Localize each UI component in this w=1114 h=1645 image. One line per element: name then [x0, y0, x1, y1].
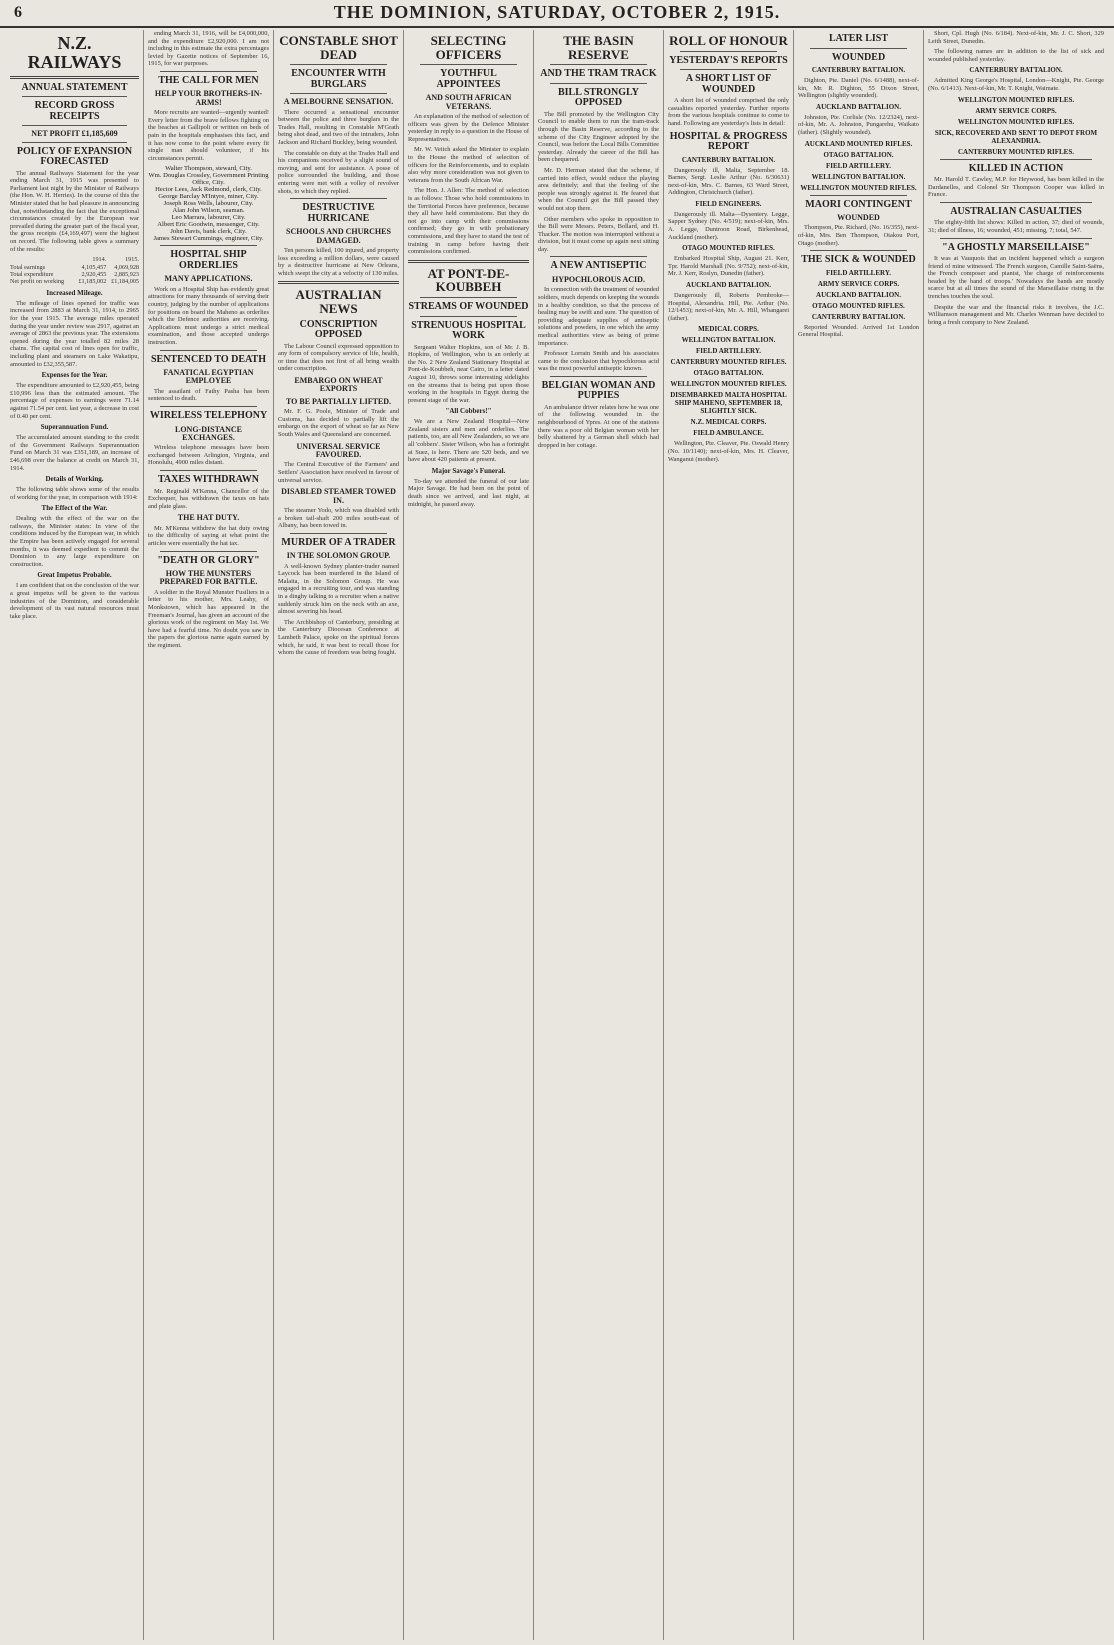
recruit-name: Leo Marrara, labourer, City. — [171, 214, 246, 222]
recruit-name: James Stewart Cummings, engineer, City. — [153, 235, 264, 243]
divider — [22, 142, 127, 143]
divider — [680, 69, 777, 70]
article-paragraph: The Labour Council expressed opposition to any form of compulsory service of life, health, or time that does not first of all bring wealth under conscription. — [278, 342, 399, 373]
subhead: IN THE SOLOMON GROUP. — [286, 551, 391, 561]
subhead: RECORD GROSS RECEIPTS — [34, 100, 115, 122]
subhead: AND SOUTH AFRICAN VETERANS. — [425, 93, 512, 111]
subhead: AND THE TRAM TRACK — [540, 68, 657, 80]
section-label: Details of Working. — [45, 475, 104, 484]
section-label: The Effect of the War. — [41, 504, 108, 513]
divider — [160, 350, 257, 351]
headline: HOSPITAL SHIP ORDERLIES — [170, 249, 247, 271]
subhead: HOSPITAL & PROGRESS REPORT — [669, 130, 788, 153]
headline: KILLED IN ACTION — [968, 162, 1064, 174]
headline: TAXES WITHDRAWN — [157, 474, 260, 486]
divider — [290, 198, 387, 199]
section-label: WELLINGTON BATTALION. — [681, 336, 776, 345]
headline: THE SICK & WOUNDED — [801, 254, 916, 266]
subhead: YOUTHFUL APPOINTEES — [436, 68, 501, 90]
headline: "A GHOSTLY MARSEILLAISE" — [942, 241, 1090, 253]
divider — [160, 551, 257, 552]
subhead: LONG-DISTANCE EXCHANGES. — [175, 424, 242, 442]
section-label: OTAGO MOUNTED RIFLES. — [812, 301, 905, 310]
divider — [810, 195, 907, 196]
divider — [160, 406, 257, 407]
subhead: UNIVERSAL SERVICE FAVOURED. — [296, 441, 381, 459]
section-label: MEDICAL CORPS. — [698, 325, 759, 334]
article-paragraph: Mr. M'Kenna withdrew the hat duty owing to the difficulty of saying at what point the articles were essentially the hat tax. — [148, 524, 269, 547]
article-paragraph: Dighton, Pte. Daniel (No. 6/1488), next-of-kin, Mr. R. Dighton, 55 Dixon Street, Wellington (slightly wounded). — [798, 77, 919, 100]
divider — [550, 256, 647, 257]
article-paragraph: A short list of wounded comprised the only casualties reported yesterday. Further reports from the various hospitals continue to come to hand. Following are yesterday's lists in detail: — [668, 97, 789, 127]
headline: BELGIAN WOMAN AND PUPPIES — [541, 379, 656, 402]
subhead: MANY APPLICATIONS. — [164, 274, 253, 284]
subhead: BILL STRONGLY OPPOSED — [557, 86, 640, 109]
divider — [550, 376, 647, 377]
subhead: WOUNDED — [837, 213, 880, 223]
article-paragraph: The Bill promoted by the Wellington City Council to enable them to run the tram-track through the Basin Reserve, according to the scheme of the City Engineer adopted by the Council, was before the Local Bills Committee yesterday. Already the career of the Bill has been chequered. — [538, 110, 659, 164]
headline: MURDER OF A TRADER — [281, 536, 396, 548]
article-paragraph: A soldier in the Royal Munster Fusiliers in a letter to his mother, Mrs. Leahy, of Monkstown, which has appeared in the Freeman's Journal, has given an account of the glorious work of the regiment on May 1st. We have had a fearful time. No doubt you saw in the papers the glorious name again earned by the regiment. — [148, 588, 269, 649]
section-label: WELLINGTON MOUNTED RIFLES. — [957, 117, 1075, 126]
section-label: WELLINGTON MOUNTED RIFLES. — [670, 380, 787, 389]
headline-railways: N.Z. RAILWAYS — [27, 33, 122, 72]
subhead: STREAMS OF WOUNDED — [408, 301, 529, 313]
section-label: CANTERBURY BATTALION. — [681, 155, 776, 164]
divider — [22, 96, 127, 97]
column-constable-shot — [274, 30, 404, 1640]
article-paragraph: Thompson, Pte. Richard, (No. 16/355), next-of-kin, Mrs. Ben Thompson, Otakou Port, Otago (mother). — [798, 224, 919, 247]
subhead: DISABLED STEAMER TOWED IN. — [281, 487, 396, 505]
recruit-name: Hector Lees, Jack Redmond, clerk, City. — [155, 186, 262, 194]
recruit-name: Alan John Wilson, seaman. — [172, 207, 245, 215]
subhead: SCHOOLS AND CHURCHES DAMAGED. — [286, 227, 391, 245]
section-label: N.Z. MEDICAL CORPS. — [690, 418, 767, 427]
article-paragraph: Mr. D. Herman stated that the scheme, if carried into effect, would reduce the playing area definitely; and that the feeling of the people was strongly against it. He feared that when the Council got the Bill passed they would not stop there. — [538, 166, 659, 212]
article-paragraph: Mr. F. G. Poole, Minister of Trade and Customs, has decided to partially lift the embargo on the export of wheat so far as New South Wales and Queensland are concerned. — [278, 408, 399, 438]
subhead: HYPOCHLOROUS ACID. — [552, 274, 645, 284]
page-number: 6 — [14, 4, 22, 21]
article-paragraph: The assailant of Fathy Pasha has been sentenced to death. — [148, 387, 269, 403]
section-label: WELLINGTON BATTALION. — [811, 172, 906, 181]
divider — [160, 245, 257, 246]
section-label: CANTERBURY BATTALION. — [811, 312, 906, 321]
headline: ROLL OF HONOUR — [669, 33, 788, 48]
divider — [940, 238, 1092, 239]
column-roll-of-honour — [664, 30, 794, 1640]
section-label: "All Cobbers!" — [445, 407, 492, 416]
subhead: HOW THE MUNSTERS PREPARED FOR BATTLE. — [159, 569, 258, 587]
subhead: ANNUAL STATEMENT — [21, 81, 128, 93]
divider — [290, 533, 387, 534]
section-label: WELLINGTON MOUNTED RIFLES. — [957, 95, 1075, 104]
column-railways — [6, 30, 144, 1640]
article-paragraph: The Archbishop of Canterbury, presiding at the Canterbury Diocesan Conference at Lambeth Palace, spoke on the spiritual forces which, he said, it was best to recall those for whom the cause of freedom was being fought. — [278, 618, 399, 657]
divider — [810, 48, 907, 49]
headline: SELECTING OFFICERS — [430, 33, 507, 62]
section-label: Increased Mileage. — [46, 288, 103, 297]
headline: AT PONT-DE-KOUBBEH — [427, 265, 510, 295]
article-paragraph: Reported Wounded. Arrived 1st London General Hospital. — [798, 323, 919, 339]
subhead: EMBARGO ON WHEAT EXPORTS — [294, 376, 383, 394]
headline: MAORI CONTINGENT — [805, 198, 912, 210]
table-row: 1914. 1915. — [92, 256, 139, 264]
article-paragraph: Wellington, Pte. Cleaver, Pte. Oswald Henry (No. 10/1140); next-of-kin, Mrs. H. Cleaver, Wanganui (mother). — [668, 440, 789, 463]
headline: WIRELESS TELEPHONY — [149, 410, 268, 422]
headline: DESTRUCTIVE HURRICANE — [302, 202, 375, 224]
article-paragraph: To-day we attended the funeral of our late Major Savage. He had been on the point of death since we arrived, and last night, at midnight, he passed away. — [408, 477, 529, 508]
article-paragraph: A well-known Sydney planter-trader named Laycock has been murdered in the Island of Malaita, in the Solomon Group. He was engaged in a recruiting tour, and was standing in a dinghy talking to a recruiter when a native suddenly struck him on the neck with an axe, almost severing his head. — [278, 562, 399, 616]
section-label: CANTERBURY BATTALION. — [969, 66, 1063, 75]
newspaper-masthead — [0, 0, 1114, 28]
section-label: AUCKLAND BATTALION. — [816, 290, 901, 299]
divider — [160, 71, 257, 72]
column-basin-reserve — [534, 30, 664, 1640]
article-paragraph: I am confident that on the conclusion of the war a great impetus will be given to the various industries of the Dominion, and considerable development of its vast natural resources must take place. — [10, 582, 139, 620]
article-paragraph: The expenditure amounted to £2,920,455, being £10,996 less than the estimated amount. The percentage of expenses to earnings were 71.14 against 71.54 per cent. last year, a decrease in cost of 0.40 per cent. — [10, 382, 139, 420]
article-paragraph: Work on a Hospital Ship has evidently great attractions for many thousands of serving their country, judging by the number of applications for positions on board the Maheno as orderlies which the Defence authorities are receiving. Applications must undergo a strict medical examination, and those accepted undergo instruction. — [148, 285, 269, 346]
divider — [420, 316, 517, 317]
article-paragraph: Dealing with the effect of the war on the railways, the Minister states: In view of the conditions induced by the European war, in which the Empire has been actively engaged for several months, it was deemed expedient to commit the Dominion to any large expenditure on construction. — [10, 515, 139, 568]
subhead: WOUNDED — [831, 51, 886, 63]
section-label: OTAGO MOUNTED RIFLES. — [682, 244, 775, 253]
column-casualties — [924, 30, 1108, 1640]
section-label: Expenses for the Year. — [41, 371, 108, 380]
divider — [810, 250, 907, 251]
article-paragraph: The accumulated amount standing to the credit of the Government Railways Superannuation Fund on March 31 was £351,189, an increase of £46,698 over the balance at credit on March 31, 1914. — [10, 434, 139, 472]
recruit-name: Albert Eric Goodwin, messenger, City. — [157, 221, 260, 229]
subhead: THE HAT DUTY. — [177, 513, 240, 523]
article-paragraph: Wireless telephone messages have been exchanged between Arlington, Virginia, and Honolulu, 4900 miles distant. — [148, 444, 269, 467]
divider — [420, 297, 517, 298]
article-paragraph: The steamer Yodo, which was disabled with a broken tail-shaft 200 miles south-east of Albany, has been towed in. — [278, 506, 399, 530]
page-columns — [6, 30, 1108, 1640]
article-paragraph: It was at Vauquois that an incident happened which a surgeon friend of mine witnessed. The French surgeon, Camille Saint-Saëns, the French composer and pianist, 'the charge of reinforcements headed by the band of troops.' Nowadays the bands are mostly scarce but at all times the sound of the Marseillaise rising in the trenches touches the soul. — [928, 255, 1104, 300]
section-label: AUCKLAND BATTALION. — [816, 102, 901, 111]
headline: A NEW ANTISEPTIC — [550, 260, 647, 272]
article-paragraph: The following table shows some of the results of working for the year, in comparison with 1914: — [10, 486, 139, 501]
divider — [290, 93, 387, 94]
subhead: A MELBOURNE SENSATION. — [283, 97, 394, 107]
article-paragraph: Dangerously ill, Malta, September 18. Barnes, Sergt. Leslie Arthur (No. 6/30631) next-of-kin, Mrs. C. Barnes, 63 Ward Street, Addington, Christchurch (father). — [668, 166, 789, 197]
subhead: POLICY OF EXPANSION FORECASTED — [16, 145, 133, 168]
article-paragraph: An ambulance driver relates how he was one of the following wounded in the neighbourhood of Ypres. At one of the stations there was a poor old Belgian woman with her belly shattered by a German shell which had dropped in her cottage. — [538, 403, 659, 449]
table-row: Total expenditure 2,920,455 2,885,923 — [10, 271, 139, 279]
section-label: ARMY SERVICE CORPS. — [975, 106, 1057, 115]
section-label: CANTERBURY MOUNTED RIFLES. — [670, 358, 787, 367]
article-paragraph: Despite the war and the financial risks it involves, the J.C. Williamson management and Mr. Charles Wenman have decided to bring a fresh company to New Zealand. — [928, 303, 1104, 326]
section-label: Great Impetus Probable. — [37, 571, 112, 580]
article-paragraph: The mileage of lines opened for traffic was increased from 2883 at March 31, 1914, to 2965 for the year 1915. The average miles operated during the year under review was 2917, against an average of 2863 the previous year. The extensions opened during the year totalled 82 miles 28 chains. The capital cost of lines open for traffic, including plant and steamers on Lake Wakatipu, amounted to £32,355,587. — [10, 299, 139, 368]
section-label: FIELD ARTILLERY. — [826, 161, 891, 170]
article-paragraph: The Hon. J. Allen: The method of selection is as follows: Those who hold commissions in the Territorial Forces have preference, because they all have held commissions. But they do not go into camp with their commissions confirmed; they go in with probationary commissions, and they have to stand the test of training in camp before having their commissions confirmed. — [408, 187, 529, 256]
article-paragraph: We are a New Zealand Hospital—New Zealand sisters and men and orderlies. The patients, too, are all New Zealanders, so we are all 'cobbers'. Sister Wilson, who has a fortnight at Suez, is here. There are 520 beds, and we have about 420 patients at present. — [408, 418, 529, 464]
section-label: WELLINGTON MOUNTED RIFLES. — [800, 183, 917, 192]
article-paragraph: Dangerously ill, Roberts Pembroke—Hospital, Alexandria. Hill, Pte. Arthur (No. 12/1453); next-of-kin, Mr. A. Hill, Whangarei (father). — [668, 292, 789, 322]
article-paragraph: An explanation of the method of selection of officers was given by the Defence Minister yesterday in reply to a question in the House of Representatives. — [408, 113, 529, 143]
headline: AUSTRALIAN CASUALTIES — [950, 205, 1082, 217]
recruit-name: John Davis, bank clerk, City. — [170, 228, 247, 236]
article-paragraph: Ten persons killed, 100 injured, and property loss exceeding a million dollars, were caused by a destructive hurricane at New Orleans, which swept the city at a velocity of 130 miles. — [278, 246, 399, 277]
divider — [680, 51, 777, 52]
divider — [278, 281, 399, 284]
column-later-list — [794, 30, 924, 1640]
section-label: FIELD ARTILLERY. — [826, 268, 891, 277]
divider — [160, 470, 257, 471]
recruit-name: Joseph Ross Wells, labourer, City. — [163, 200, 254, 208]
article-paragraph: Mr. W. Veitch asked the Minister to explain to the House the method of selection of officers for the Reinforcements, and to explain also why more consideration was not given to veterans from the South African War. — [408, 146, 529, 184]
article-paragraph: Mr. Reginald M'Kenna, Chancellor of the Exchequer, has withdrawn the taxes on hats and plate glass. — [148, 487, 269, 510]
divider — [22, 125, 127, 126]
subhead: ENCOUNTER WITH BURGLARS — [291, 68, 386, 90]
subhead: FANATICAL EGYPTIAN EMPLOYEE — [163, 368, 254, 386]
headline: AUSTRALIAN NEWS — [295, 287, 382, 316]
table-row: Total earnings 4,105,457 4,069,928 — [10, 263, 139, 271]
headline: CONSTABLE SHOT DEAD — [279, 33, 398, 62]
subhead: HELP YOUR BROTHERS-IN-ARMS! — [154, 89, 263, 107]
headline: LATER LIST — [828, 33, 888, 44]
article-paragraph: Professor Lorrain Smith and his associates came to the conclusion that hypochlorous acid was the most powerful antiseptic known. — [538, 350, 659, 373]
column-call-for-men — [144, 30, 274, 1640]
section-label: SICK, RECOVERED AND SENT TO DEPOT FROM ALEXANDRIA. — [934, 128, 1098, 145]
article-paragraph: The following names are in addition to the list of sick and wounded published yesterday. — [928, 48, 1104, 63]
divider — [940, 159, 1092, 160]
article-paragraph: Admitted King George's Hospital, London—Knight, Pte. George (No. 6/1413). Next-of-kin, Mr. T. Knight, Waimate. — [928, 77, 1104, 92]
section-label: FIELD AMBULANCE. — [693, 429, 764, 438]
article-paragraph: Johnston, Pte. Corlisle (No. 12/2324), next-of-kin, Mr. A. Johnston, Pungarehu, Waikato (father). (Slightly wounded). — [798, 113, 919, 136]
column-selecting-officers — [404, 30, 534, 1640]
divider — [408, 260, 529, 263]
article-paragraph: More recruits are wanted—urgently wanted! Every letter from the brave fellows fighting on the beaches at Gallipoli or written on beds of pain in the hospitals emphasises this fact, and it has now come to the point where every fit single man should volunteer, if his circumstances permit. — [148, 109, 269, 162]
section-label: ARMY SERVICE CORPS. — [817, 279, 900, 288]
article-paragraph: Dangerously ill. Malta—Dysentery. Legge, Sapper Sydney (No. 4/519); next-of-kin, Mrs. A. Legge, Duntroon Road, Birkenhead, Auckland (mother). — [668, 210, 789, 241]
article-paragraph: Other members who spoke in opposition to the Bill were Messrs. Peters, Bollard, and H. Thacker. The motion was interrupted without a division, but it must come up again next sitting day. — [538, 215, 659, 253]
section-label: CANTERBURY MOUNTED RIFLES. — [958, 147, 1074, 156]
section-label: AUCKLAND MOUNTED RIFLES. — [804, 139, 913, 148]
article-paragraph: ending March 31, 1916, will be £4,000,000, and the expenditure £2,920,000. I am not including in this estimate the extra percentages levied by Gazette notices of September 16, 1915, for war purposes. — [148, 30, 269, 68]
subhead: NET PROFIT £1,185,609 — [31, 129, 118, 139]
article-paragraph: The Central Executive of the Farmers' and Settlers' Association have resolved in favour of universal service. — [278, 461, 399, 484]
divider — [550, 83, 647, 84]
subhead: STRENUOUS HOSPITAL WORK — [411, 319, 526, 342]
section-label: Major Savage's Funeral. — [431, 466, 506, 475]
section-label: OTAGO BATTALION. — [823, 150, 894, 159]
article-paragraph: In connection with the treatment of wounded soldiers, much depends on keeping the wounds in a healthy condition, so that the process of healing may be swift and sure. The question of providing adequate supplies of antiseptic solutions and powders, in one which the army medical authorities view as being of prime importance. — [538, 286, 659, 347]
recruit-name: Walter Thompson, steward, City. — [165, 165, 252, 173]
recruit-name: George Barclay M'Intyre, miner, City. — [158, 193, 259, 201]
subhead: TO BE PARTIALLY LIFTED. — [285, 396, 392, 406]
section-label: CANTERBURY BATTALION. — [811, 66, 906, 74]
section-label: DISEMBARKED MALTA HOSPITAL SHIP MAHENO, SEPTEMBER 18, SLIGHTLY SICK. — [670, 391, 787, 416]
section-label: AUCKLAND BATTALION. — [686, 281, 771, 290]
headline: THE BASIN RESERVE — [563, 33, 634, 62]
headline: SENTENCED TO DEATH — [150, 353, 267, 365]
article-paragraph: Embarked Hospital Ship, August 21. Kerr, Tpr. Harold Marshall (No. 9/752); next-of-kin, Mr. J. Kerr, Roslyn, Dunedin (father). — [668, 255, 789, 278]
divider — [940, 202, 1092, 203]
article-paragraph: The annual Railways Statement for the year ending March 31, 1915 was presented to Parliament last night by the Minister of Railways (the Hon. W. H. Herries). In the course of this the Minister stated that he had pleasure in announcing that, notwithstanding the fact that the exceptional circumstances created by the European war prevailed during the greater part of the fiscal year, the gross receipts (£4,169,497) were the highest on record. The following table gives a summary of the results: — [10, 169, 139, 253]
subhead: A SHORT LIST OF WOUNDED — [685, 73, 772, 95]
section-label: FIELD ARTILLERY. — [696, 347, 761, 356]
article-paragraph: The constable on duty at the Trades Hall and his companions received by a slight sound of moving, and sent for assistance. A posse of police surrounded the building, and those entering were met with a volley of revolver shots, to which they replied. — [278, 149, 399, 195]
section-label: Superannuation Fund. — [40, 423, 109, 432]
headline: THE CALL FOR MEN — [158, 74, 259, 86]
newspaper-title: THE DOMINION, SATURDAY, OCTOBER 2, 1915. — [333, 2, 781, 22]
recruit-name: Wm. Douglas Crossley, Government Printing Office, City. — [148, 172, 269, 187]
divider — [550, 64, 647, 65]
section-label: OTAGO BATTALION. — [693, 369, 764, 378]
article-paragraph: There occurred a sensational encounter between the police and three burglars in the Trades Hall, resulting in Constable M'Grath being shot dead, and two of the intruders, John Jackson and Richard Buckley, being wounded. — [278, 108, 399, 147]
subhead: CONSCRIPTION OPPOSED — [299, 318, 378, 341]
table-row: Net profit on working £1,185,002 £1,184,005 — [10, 278, 139, 286]
headline: "DEATH OR GLORY" — [157, 554, 260, 566]
article-paragraph: The eighty-fifth list shows: Killed in action, 37; died of wounds, 31; died of illness, 16; wounded, 451; missing, 7; total, 547. — [928, 219, 1104, 234]
article-paragraph: Mr. Harold T. Cawley, M.P. for Heywood, has been killed in the Dardanelles, and Colonel Sir Thompson Cooper was killed in France. — [928, 176, 1104, 199]
article-paragraph: Short, Cpl. Hugh (No. 6/184). Next-of-kin, Mr. J. C. Short, 329 Leith Street, Dunedin. — [928, 30, 1104, 45]
subhead: YESTERDAY'S REPORTS — [669, 54, 788, 66]
article-paragraph: Sergeant Walter Hopkins, son of Mr. J. B. Hopkins, of Wellington, who is an orderly at the No. 2 New Zealand Stationary Hospital at Pont-de-Koubbeh, near Cairo, in a letter dated August 10, throws some interesting sidelights on the streams that is being put upon those working in the hospitals in Egypt during the present stage of the war. — [408, 343, 529, 404]
divider — [420, 64, 517, 65]
section-label: FIELD ENGINEERS. — [695, 199, 762, 208]
divider — [290, 64, 387, 65]
summary-table — [10, 256, 139, 286]
divider — [10, 76, 139, 79]
